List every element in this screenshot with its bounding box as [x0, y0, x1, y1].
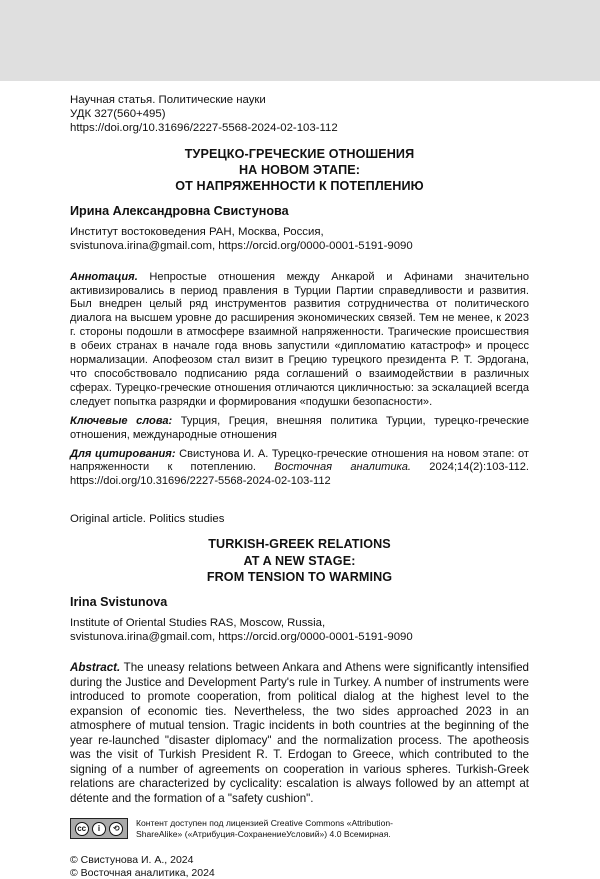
title-line: ОТ НАПРЯЖЕННОСТИ К ПОТЕПЛЕНИЮ [175, 179, 424, 194]
keywords-label: Ключевые слова: [70, 414, 173, 427]
copyright-author: © Свистунова И. А., 2024 [70, 854, 194, 867]
header-band [0, 0, 600, 81]
license-block [70, 818, 529, 840]
author-name-ru: Ирина Александровна Свистунова [70, 204, 289, 219]
keywords-text: Турция, Греция, внешняя политика Турции, турецко-греческие отношения, международные отношения [70, 414, 529, 441]
article-title-en [70, 536, 529, 585]
attribution-icon: i [92, 822, 106, 836]
abstract-text: Непростые отношения между Анкарой и Афинами значительно активизировались в период правления в Турции Партии справедливости и развития. Был внедрен целый ряд инструментов развития сотрудничества от политического диалога на высшем уровне до расширения экономических связей. Тем не менее, к 2023 г. стороны подошли в атмосфере взаимной напряженности. Трагические происшествия в обеих странах в начале года вновь запустили «дипломатию катастроф» и процесс нормализации. Апофеозом стал визит в Грецию турецкого президента Р. Т. Эрдогана, что способствовало подписанию ряда соглашений о взаимодействии в различных сферах. Турецко-греческие отношения отличаются цикличностью: за эскалацией всегда следует попытка разрядки и формирования «подушки безопасности». [70, 270, 529, 408]
abstract-label: Abstract. [70, 661, 121, 675]
abstract-ru [70, 271, 529, 410]
copyright-journal: © Восточная аналитика, 2024 [70, 866, 215, 879]
russian-section [70, 93, 529, 489]
citation-text[interactable]: 2024;14(2):103-112. https://doi.org/10.31696/2227-5568-2024-02-103-112 [70, 461, 529, 488]
article-title-ru [70, 146, 529, 195]
author-name-en: Irina Svistunova [70, 595, 168, 610]
affiliation-line: Institute of Oriental Studies RAS, Moscow, Russia, [70, 617, 326, 630]
citation-journal: Восточная аналитика. [274, 461, 412, 474]
citation-text: Свистунова И. А. Турецко-греческие отношения на новом этапе: от напряженности к потеплению. [70, 447, 529, 474]
author-contact[interactable]: svistunova.irina@gmail.com, https://orcid.org/0000-0001-5191-9090 [70, 240, 413, 253]
citation-ru [70, 448, 529, 490]
title-line: ТУРЕЦКО-ГРЕЧЕСКИЕ ОТНОШЕНИЯ [184, 146, 415, 161]
cc-by-sa-badge[interactable] [70, 818, 128, 839]
cc-icon: cc [75, 822, 89, 836]
license-line: Контент доступен под лицензией Creative Commons «Attribution- [136, 818, 393, 829]
article-meta [70, 93, 529, 136]
title-line: AT A NEW STAGE: [243, 553, 356, 568]
affiliation-line: Институт востоковедения РАН, Москва, Россия, [70, 226, 324, 239]
copyright-block [70, 854, 529, 879]
author-affiliation-ru [70, 225, 529, 253]
title-line: FROM TENSION TO WARMING [206, 569, 393, 584]
english-section [70, 512, 529, 806]
article-type-en: Original article. Politics studies [70, 513, 225, 526]
abstract-label: Аннотация. [70, 270, 138, 283]
citation-label: Для цитирования: [70, 447, 176, 460]
article-page [70, 93, 529, 879]
share-alike-icon: ⟲ [109, 822, 123, 836]
article-type: Научная статья. Политические науки [70, 94, 266, 106]
title-line: НА НОВОМ ЭТАПЕ: [238, 162, 361, 177]
author-affiliation-en [70, 616, 529, 644]
udk-code: УДК 327(560+495) [70, 108, 166, 121]
abstract-text: The uneasy relations between Ankara and Athens were significantly intensified during the Justice and Development Party's rule in Turkey. A number of instruments were introduced to promote cooperation, from political dialog at the highest level to the expansion of economic ties. Nevertheless, the two sides approached 2023 in an atmosphere of mutual tension. Tragic incidents in both countries at the beginning of the year re-launched "disaster diplomacy" and the normalization process. The apotheosis was the visit of Turkish President R. T. Erdogan to Greece, which contributed to the signing of a number of agreements on cooperation in various spheres. Turkish-Greek relations are characterized by cyclicality: escalation is always followed by an attempt at détente and the formation of a "safety cushion". [70, 661, 529, 805]
abstract-en [70, 661, 529, 806]
keywords-ru [70, 415, 529, 443]
license-line: ShareAlike» («Атрибуция-СохранениеУсловий») 4.0 Всемирная. [136, 829, 391, 840]
author-contact[interactable]: svistunova.irina@gmail.com, https://orcid.org/0000-0001-5191-9090 [70, 631, 413, 644]
abstract-block-ru [70, 271, 529, 490]
title-line: TURKISH-GREEK RELATIONS [208, 537, 391, 552]
license-text [136, 818, 393, 840]
doi-link[interactable]: https://doi.org/10.31696/2227-5568-2024-02-103-112 [70, 122, 338, 135]
